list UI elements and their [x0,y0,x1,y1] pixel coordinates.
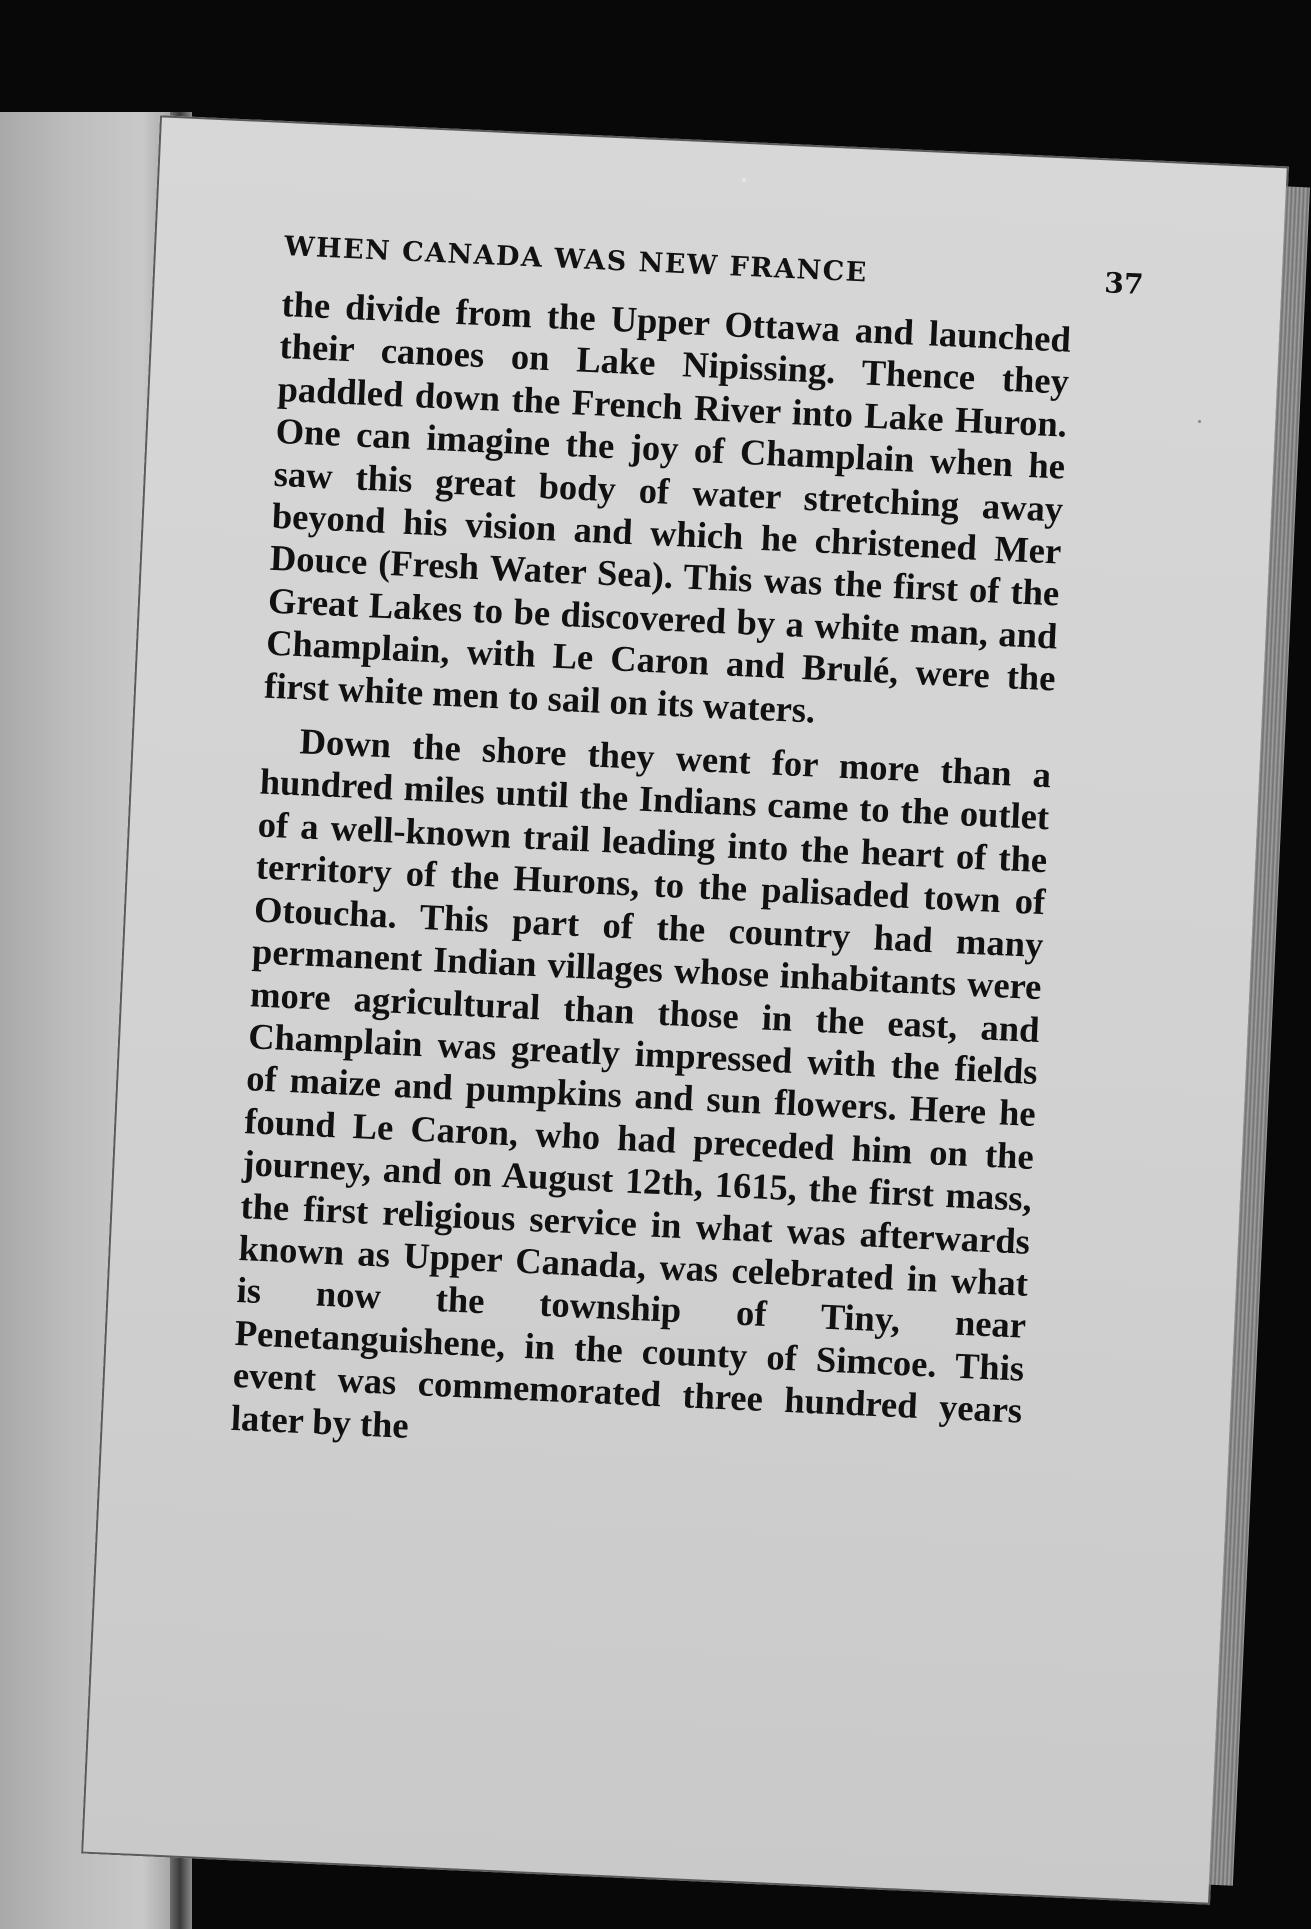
page-fore-edge [1209,186,1310,1885]
book-page [81,115,1289,1904]
running-head: WHEN CANADA WAS NEW FRANCE [283,231,869,289]
page-number: 37 [1103,266,1145,302]
paragraph: Down the shore they went for more than a hundred miles until the Indians came to the outlet of a well-known trail leading into the heart of the territory of the Hurons, to the palisaded town of Otoucha. This part of the country had many permanent Indian villages whose inhabitants were more agricultural than those in the east, and Champlain was greatly impressed with the fields of maize and pumpkins and sun flowers. Here he found Le Caron, who had preceded him on the journey, and on August 12th, 1615, the first mass, the first religious service in what was afterwards known as Upper Canada, was celebrated in what is now the township of Tiny, near Penetanguishene, in the county of Simcoe. This event was commemorated three hundred years later by the [230,720,1052,1446]
paragraph: the divide from the Upper Ottawa and launched their canoes on Lake Nipissing. Thence they paddled down the French River into Lake Huron. One can imagine the joy of Champlain when he saw this great body of water stretching away beyond his vision and which he christened Mer Douce (Fresh Water Sea). This was the first of the Great Lakes to be discovered by a white man, and Champlain, with Le Caron and Brulé, were the first white men to sail on its waters. [263,282,1072,731]
scan-speck [742,178,746,182]
scan-speck [1198,420,1201,423]
page-body [230,283,1072,1475]
